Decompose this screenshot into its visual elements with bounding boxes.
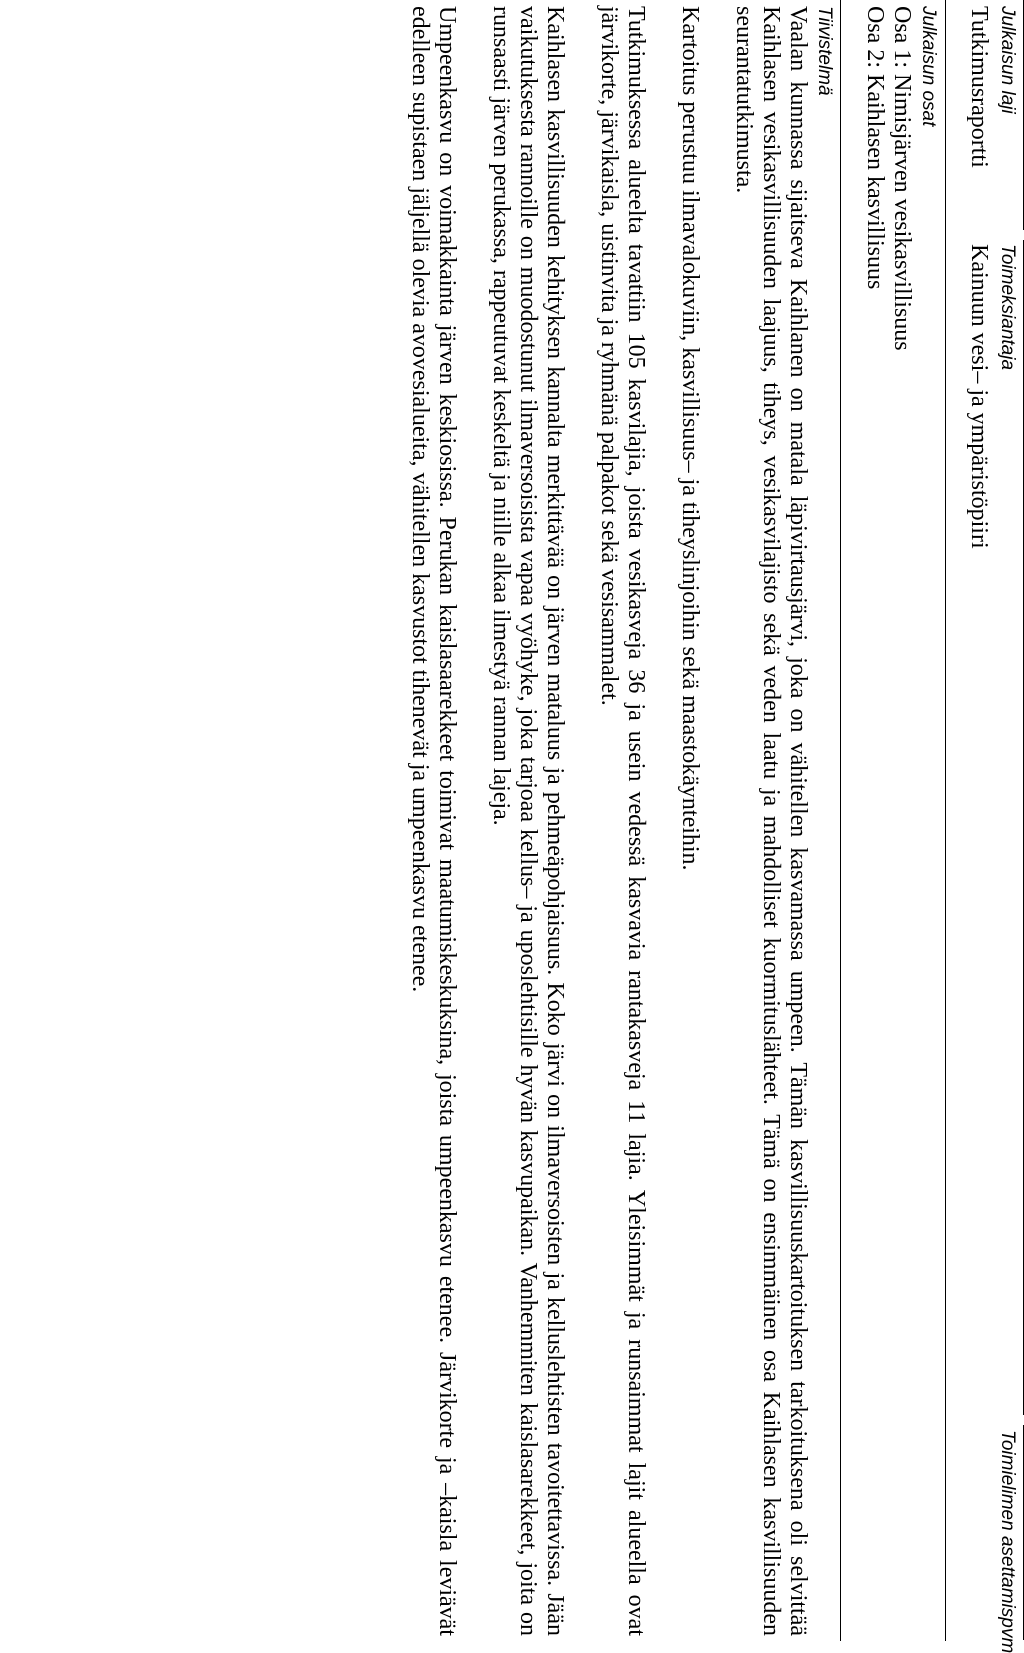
abstract-paragraph-2: Kartoitus perustuu ilmavalokuviin, kasvillisuus– ja tiheyslinjoihin sekä maastokäynteihin. (677, 6, 703, 871)
parts-label: Julkaisun osat (918, 6, 939, 127)
abstract-paragraph-1: Vaalan kunnassa sijaitseva Kaihlanen on matala läpivirtausjärvi, joka on vähitellen kasvamassa umpeen. Tämän kasvillisuuskartoituksen tarkoituksena oli selvittää Kaihlasen vesikasvillisuuden laajuus, tiheys, vesikasvilajisto sekä veden laatu ja mahdolliset kuormituslähteet. Tämä on ensimmäinen osa Kaihlasen kasvillisuuden seurantatutkimusta. (731, 6, 811, 1636)
parts-item-2: Osa 2: Kaihlasen kasvillisuus (862, 6, 888, 290)
editor-label: Toimeksiantaja (997, 244, 1018, 371)
editor-value: Kainuun vesi– ja ympäristöpiiri (966, 244, 992, 549)
parts-rule (945, 0, 946, 1641)
abstract-paragraph-4: Kaihlasen kasvillisuuden kehityksen kannalta merkittävää on järven mataluus ja pehmeäpohjaisuus. Koko järvi on ilmaversoisten ja kelluslehtisten tavoitettavissa. Jään vaikutuksesta rannoille on muodostunut ilmaversoisista vapaa vyöhyke, joka tarjoaa kellus– ja uposlehtisille hyvän kasvupaikan. Vanhemmiten kaislasarekkeet, joita on runsaasti järven perukassa, rappeutuvat keskeltä ja niille alkaa ilmestyä rannan lajeja. (488, 6, 568, 1636)
abstract-label: Tiivistelmä (814, 6, 835, 96)
abstract-rule (840, 0, 841, 1641)
publication-type-label: Julkaisun laji (997, 6, 1018, 114)
parts-item-1: Osa 1: Nimisjärven vesikasvillisuus (889, 6, 915, 351)
abstract-paragraph-5: Umpeenkasvu on voimakkainta järven keskiosissa. Perukan kaislasaarekkeet toimivat maatumiskeskuksina, joista umpeenkasvu etenee. Järvikorte ja –kaisla leviävät edelleen supistaen jäljellä olevia avovesialueita, vähitellen kasvustot tihenevät ja umpeenkasvu etenee. (407, 6, 460, 1636)
appointment-date-label: Toimielimen asettamispvm (997, 1430, 1018, 1653)
abstract-paragraph-3: Tutkimuksessa alueelta tavattiin 105 kasvilajia, joista vesikasveja 36 ja usein vedessä kasvavia rantakasveja 11 lajia. Yleisimmät ja runsaimmat lajit alueella ovat järvikorte, järvikaisla, uistinvita ja ryhmänä palpakot sekä vesisammalet. (596, 6, 649, 1636)
publication-type-value: Tutkimusraportti (966, 6, 992, 168)
